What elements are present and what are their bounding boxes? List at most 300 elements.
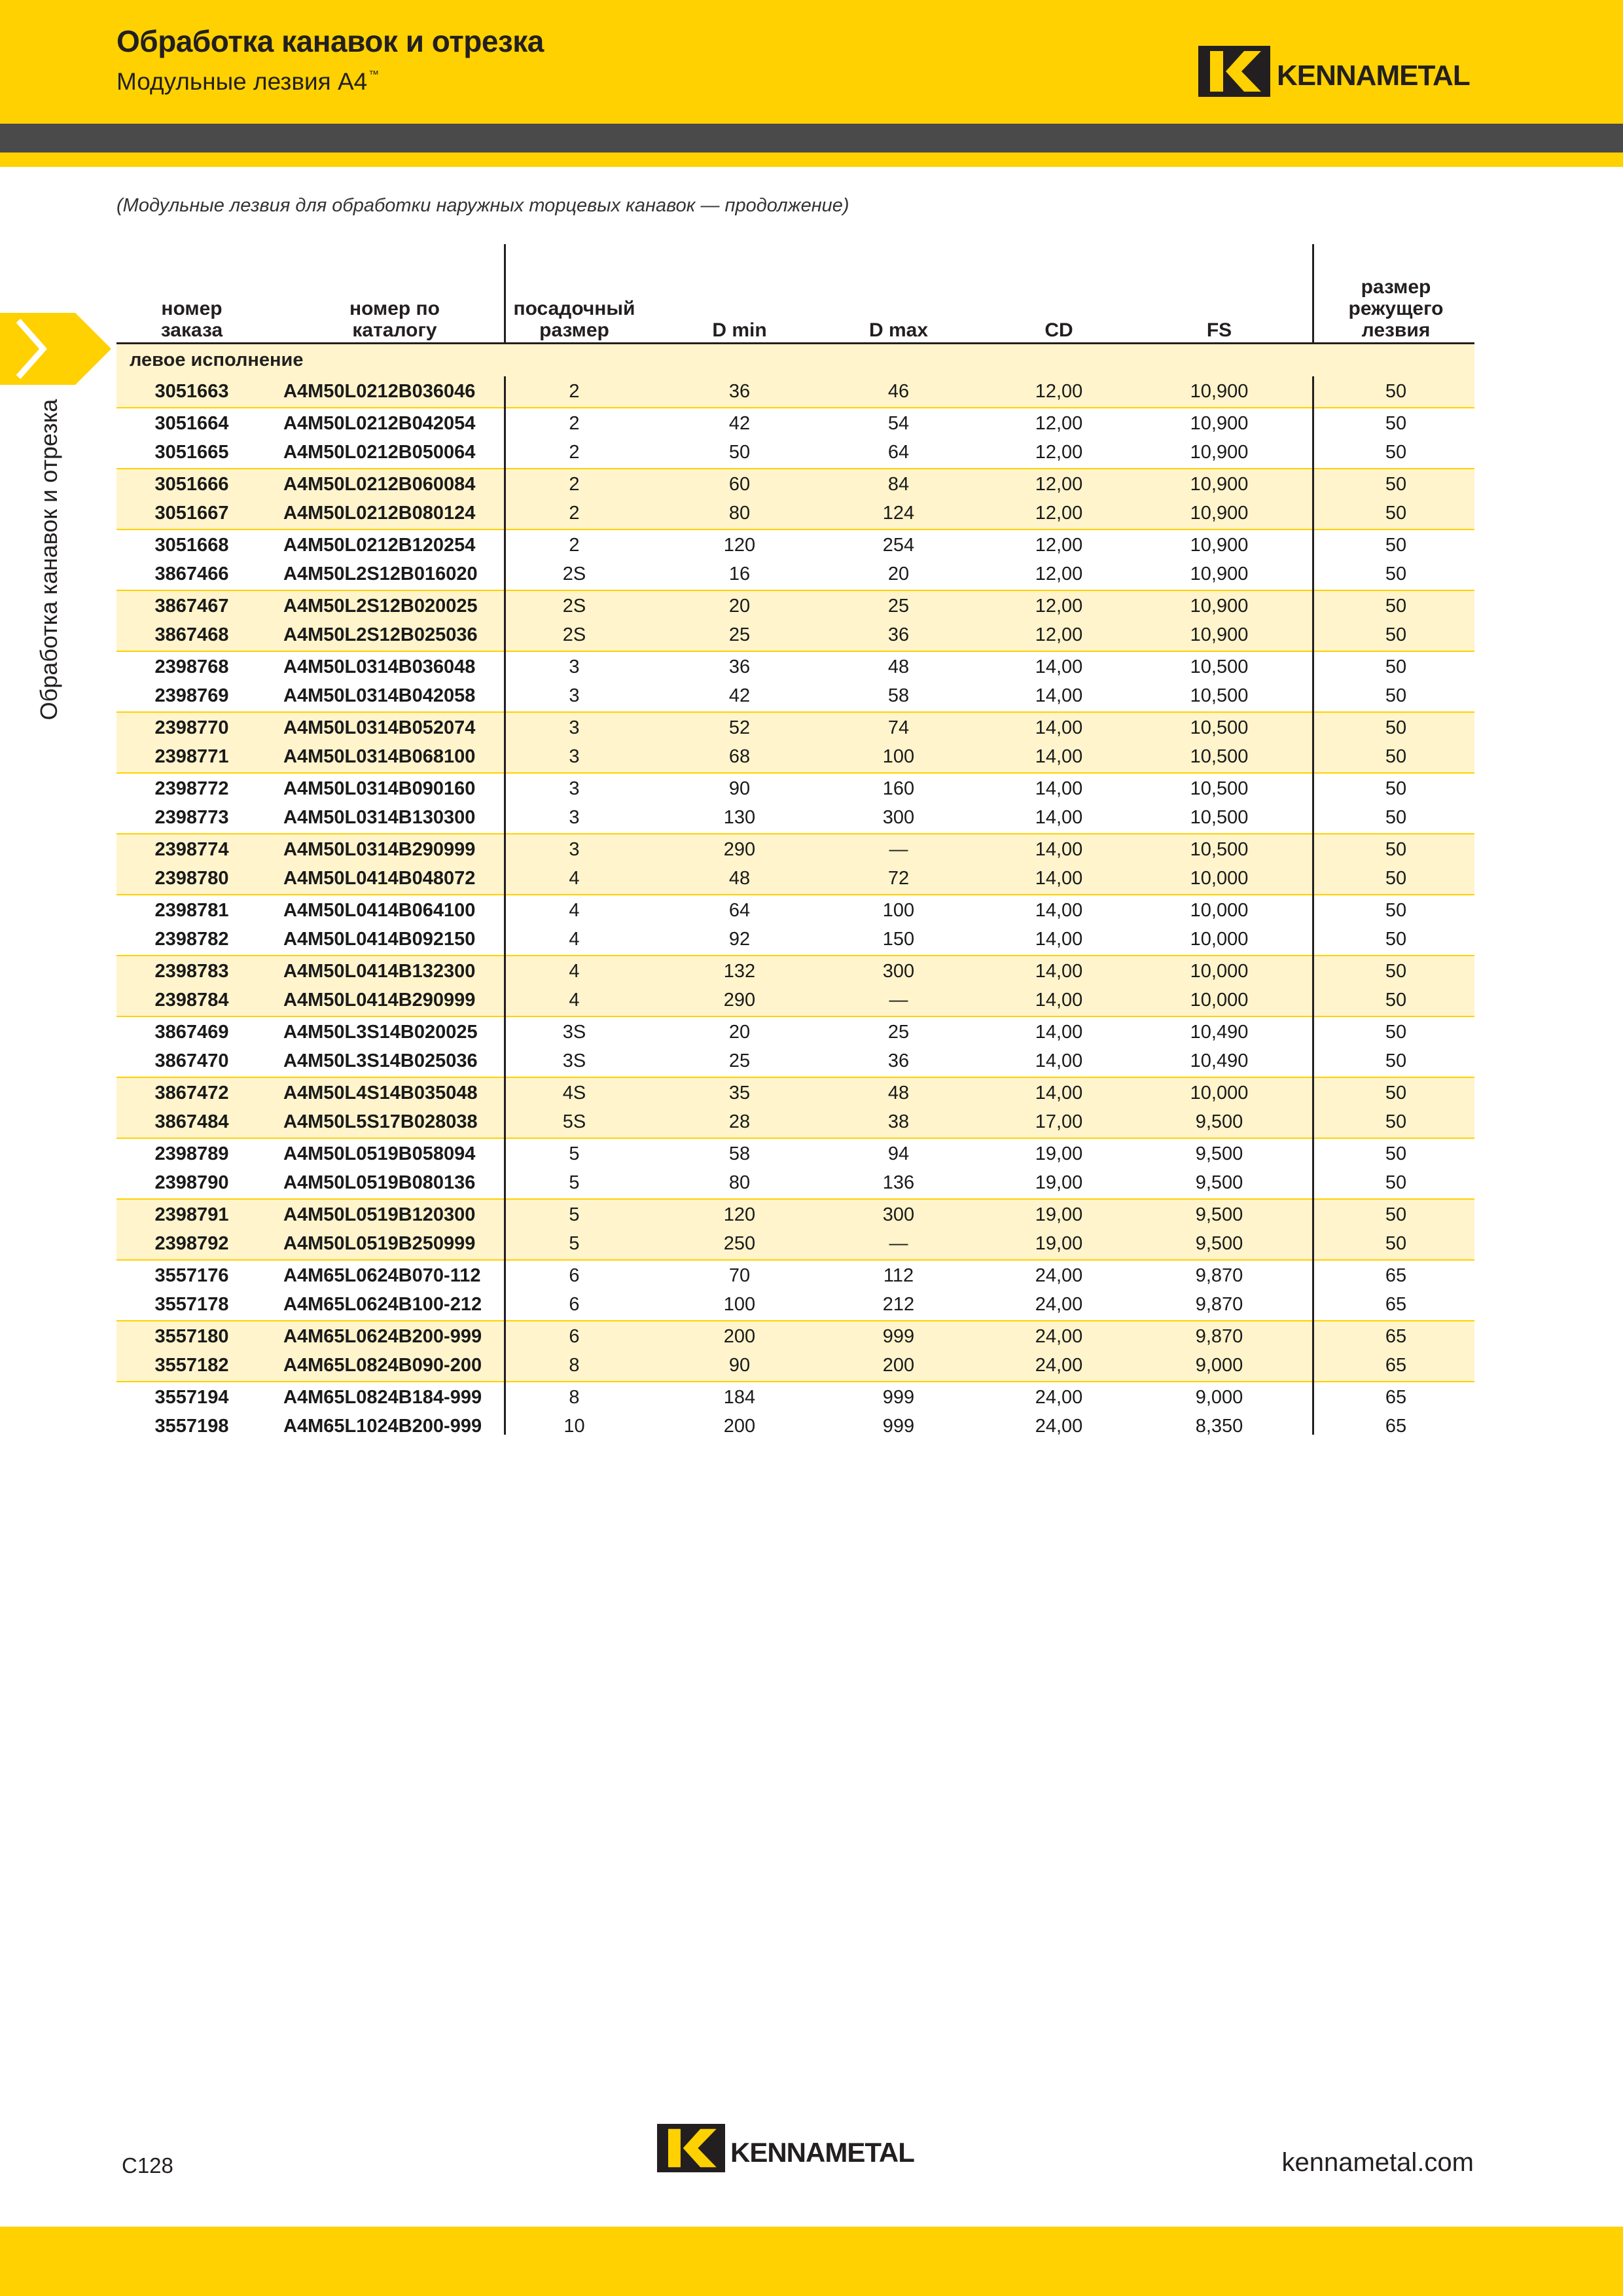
- cell-catalog-number: A4M50L2S12B020025: [283, 595, 478, 617]
- cell-d-max: 300: [882, 960, 915, 982]
- table-row: [116, 833, 1474, 864]
- cell-catalog-number: A4M50L0212B036046: [283, 381, 476, 402]
- body-divider-left: [504, 376, 506, 1435]
- side-section-label: Обработка канавок и отрезка: [35, 399, 62, 721]
- cell-d-max: 136: [882, 1172, 915, 1193]
- table-row: [116, 1411, 1474, 1442]
- cell-fs: 9,500: [1195, 1172, 1243, 1193]
- cell-seat-size: 5: [569, 1172, 580, 1193]
- cell-seat-size: 3: [569, 807, 580, 828]
- cell-order-number: 3051664: [154, 412, 229, 434]
- col-header-dmax: D max: [868, 319, 929, 341]
- cell-seat-size: 8: [569, 1386, 580, 1408]
- footer-logo-wordmark: KENNAMETAL: [730, 2137, 914, 2168]
- cell-seat-size: 4: [569, 868, 580, 889]
- cell-d-min: 132: [723, 960, 756, 982]
- col-header-blade-line3: лезвия: [1361, 319, 1431, 341]
- cell-fs: 10,000: [1190, 960, 1249, 982]
- cell-cd: 19,00: [1035, 1172, 1083, 1193]
- cell-seat-size: 3: [569, 778, 580, 799]
- cell-d-max: —: [889, 990, 908, 1011]
- col-header-fs: FS: [1206, 319, 1232, 341]
- cell-order-number: 3867472: [154, 1082, 229, 1103]
- cell-d-max: 74: [887, 717, 910, 738]
- cell-blade-size: 50: [1385, 838, 1407, 860]
- cell-cd: 14,00: [1035, 1050, 1083, 1071]
- cell-d-max: 84: [887, 473, 910, 495]
- cell-d-min: 36: [728, 656, 751, 677]
- page-number: C128: [122, 2153, 173, 2178]
- cell-d-min: 16: [728, 564, 751, 584]
- cell-blade-size: 50: [1385, 899, 1407, 921]
- cell-cd: 24,00: [1035, 1416, 1083, 1437]
- cell-blade-size: 50: [1385, 960, 1407, 982]
- cell-cd: 19,00: [1035, 1204, 1083, 1225]
- cell-blade-size: 65: [1385, 1325, 1407, 1347]
- table-row: [116, 1350, 1474, 1381]
- cell-d-max: 36: [887, 1050, 910, 1071]
- col-header-catalog: [283, 298, 506, 341]
- cell-order-number: 3867467: [154, 595, 229, 617]
- cell-catalog-number: A4M65L0624B100-212: [283, 1294, 482, 1315]
- cell-cd: 12,00: [1035, 564, 1083, 584]
- cell-d-max: 999: [882, 1325, 915, 1347]
- cell-seat-size: 6: [569, 1325, 580, 1347]
- cell-blade-size: 50: [1385, 1021, 1407, 1043]
- cell-seat-size: 2: [569, 442, 580, 463]
- cell-order-number: 3867466: [154, 564, 229, 584]
- cell-d-max: 64: [887, 442, 910, 463]
- cell-blade-size: 50: [1385, 868, 1407, 889]
- group-label-left-hand: левое исполнение: [116, 344, 1474, 376]
- cell-catalog-number: A4M50L4S14B035048: [283, 1082, 478, 1103]
- website-link[interactable]: kennametal.com: [1281, 2148, 1474, 2177]
- cell-d-max: 38: [887, 1111, 910, 1132]
- cell-d-max: 150: [882, 929, 915, 950]
- cell-d-max: 20: [887, 564, 910, 584]
- cell-d-min: 80: [728, 503, 751, 524]
- subtitle-text: Модульные лезвия A4: [116, 68, 368, 95]
- cell-fs: 10,900: [1190, 534, 1249, 556]
- cell-catalog-number: A4M50L0519B080136: [283, 1172, 476, 1193]
- cell-fs: 10,900: [1190, 381, 1249, 402]
- cell-blade-size: 50: [1385, 412, 1407, 434]
- cell-blade-size: 50: [1385, 656, 1407, 677]
- cell-catalog-number: A4M65L0824B184-999: [283, 1386, 482, 1408]
- cell-catalog-number: A4M65L0624B200-999: [283, 1325, 482, 1347]
- cell-blade-size: 50: [1385, 807, 1407, 828]
- cell-seat-size: 3: [569, 717, 580, 738]
- cell-d-min: 52: [728, 717, 751, 738]
- col-header-seat: [507, 298, 641, 341]
- cell-cd: 24,00: [1035, 1325, 1083, 1347]
- col-header-order-line1: номер: [161, 298, 223, 319]
- cell-blade-size: 65: [1385, 1265, 1407, 1286]
- cell-fs: 9,500: [1195, 1111, 1243, 1132]
- cell-d-max: 999: [882, 1416, 915, 1437]
- table-row: [116, 468, 1474, 499]
- cell-catalog-number: A4M65L0824B090-200: [283, 1355, 482, 1376]
- cell-d-min: 250: [723, 1233, 756, 1254]
- cell-d-min: 42: [728, 412, 751, 434]
- cell-order-number: 3051666: [154, 473, 229, 495]
- cell-blade-size: 50: [1385, 381, 1407, 402]
- cell-cd: 14,00: [1035, 656, 1083, 677]
- table-row: [116, 529, 1474, 560]
- logo-wordmark: KENNAMETAL: [1277, 60, 1470, 92]
- cell-fs: 10,500: [1190, 838, 1249, 860]
- cell-d-min: 36: [728, 381, 751, 402]
- cell-cd: 19,00: [1035, 1143, 1083, 1164]
- cell-d-max: 25: [887, 595, 910, 617]
- cell-fs: 9,870: [1195, 1294, 1243, 1315]
- cell-seat-size: 4: [569, 960, 580, 982]
- cell-seat-size: 8: [569, 1355, 580, 1376]
- cell-catalog-number: A4M50L0212B050064: [283, 442, 476, 463]
- cell-seat-size: 10: [563, 1416, 585, 1437]
- cell-order-number: 2398792: [154, 1233, 229, 1254]
- table-row: [116, 376, 1474, 407]
- cell-catalog-number: A4M50L0212B042054: [283, 412, 476, 434]
- table-row: [116, 651, 1474, 681]
- cell-d-max: 46: [887, 381, 910, 402]
- cell-d-min: 25: [728, 1050, 751, 1071]
- cell-d-min: 35: [728, 1082, 751, 1103]
- cell-d-max: 212: [882, 1294, 915, 1315]
- cell-cd: 14,00: [1035, 899, 1083, 921]
- cell-seat-size: 3: [569, 656, 580, 677]
- cell-catalog-number: A4M50L0519B120300: [283, 1204, 476, 1225]
- cell-blade-size: 50: [1385, 473, 1407, 495]
- cell-fs: 10,900: [1190, 624, 1249, 645]
- cell-d-min: 200: [723, 1416, 756, 1437]
- cell-d-max: 48: [887, 1082, 910, 1103]
- col-header-cd: CD: [1044, 319, 1073, 341]
- cell-order-number: 2398790: [154, 1172, 229, 1193]
- cell-seat-size: 2: [569, 381, 580, 402]
- cell-d-max: 100: [882, 746, 915, 767]
- body-divider-right: [1312, 376, 1314, 1435]
- header-divider-left: [504, 244, 506, 344]
- cell-fs: 10,000: [1190, 899, 1249, 921]
- cell-catalog-number: A4M50L3S14B025036: [283, 1050, 478, 1071]
- cell-d-min: 200: [723, 1325, 756, 1347]
- cell-seat-size: 5: [569, 1204, 580, 1225]
- col-header-order-line2: заказа: [160, 319, 223, 341]
- cell-seat-size: 6: [569, 1294, 580, 1315]
- cell-seat-size: 5: [569, 1233, 580, 1254]
- col-header-order: [116, 298, 267, 341]
- cell-seat-size: 4S: [562, 1082, 586, 1103]
- table-body: [116, 376, 1474, 1442]
- cell-fs: 10,500: [1190, 685, 1249, 706]
- cell-cd: 17,00: [1035, 1111, 1083, 1132]
- cell-d-min: 25: [728, 624, 751, 645]
- cell-cd: 12,00: [1035, 473, 1083, 495]
- cell-cd: 14,00: [1035, 717, 1083, 738]
- cell-seat-size: 3: [569, 838, 580, 860]
- cell-d-min: 90: [728, 1355, 751, 1376]
- cell-order-number: 3051667: [154, 503, 229, 524]
- table-row: [116, 985, 1474, 1016]
- col-header-catalog-line1: номер по: [349, 298, 440, 319]
- cell-d-min: 64: [728, 899, 751, 921]
- cell-d-min: 20: [728, 595, 751, 617]
- cell-catalog-number: A4M50L0212B080124: [283, 503, 476, 524]
- cell-order-number: 3867469: [154, 1021, 229, 1043]
- table-row: [116, 772, 1474, 803]
- cell-cd: 14,00: [1035, 990, 1083, 1011]
- cell-order-number: 3051668: [154, 534, 229, 556]
- table-row: [116, 802, 1474, 833]
- cell-order-number: 2398771: [154, 746, 229, 767]
- header-yellow-stripe: [0, 152, 1623, 167]
- table-row: [116, 1229, 1474, 1259]
- cell-cd: 14,00: [1035, 685, 1083, 706]
- section-tab-arrow-icon: [0, 313, 111, 385]
- cell-order-number: 2398780: [154, 868, 229, 889]
- cell-catalog-number: A4M50L0414B064100: [283, 899, 476, 921]
- cell-blade-size: 50: [1385, 624, 1407, 645]
- kennametal-logo-icon: [1198, 46, 1270, 97]
- cell-fs: 10,500: [1190, 778, 1249, 799]
- table-caption: (Модульные лезвия для обработки наружных торцевых канавок — продолжение): [116, 195, 849, 216]
- cell-d-max: 25: [887, 1021, 910, 1043]
- cell-cd: 14,00: [1035, 778, 1083, 799]
- cell-cd: 14,00: [1035, 1021, 1083, 1043]
- cell-blade-size: 50: [1385, 778, 1407, 799]
- cell-catalog-number: A4M50L0314B068100: [283, 746, 476, 767]
- cell-d-min: 290: [723, 838, 756, 860]
- cell-fs: 10,490: [1190, 1050, 1249, 1071]
- cell-catalog-number: A4M50L0519B250999: [283, 1233, 476, 1254]
- cell-cd: 12,00: [1035, 442, 1083, 463]
- cell-cd: 14,00: [1035, 807, 1083, 828]
- cell-order-number: 2398768: [154, 656, 229, 677]
- cell-blade-size: 50: [1385, 717, 1407, 738]
- cell-order-number: 2398781: [154, 899, 229, 921]
- kennametal-logo: [1198, 46, 1470, 97]
- cell-fs: 9,870: [1195, 1325, 1243, 1347]
- table-header: [116, 244, 1474, 344]
- cell-catalog-number: A4M50L0314B036048: [283, 656, 476, 677]
- cell-d-min: 290: [723, 990, 756, 1011]
- cell-fs: 8,350: [1195, 1416, 1243, 1437]
- cell-seat-size: 3: [569, 685, 580, 706]
- cell-blade-size: 65: [1385, 1294, 1407, 1315]
- cell-cd: 12,00: [1035, 503, 1083, 524]
- cell-seat-size: 4: [569, 899, 580, 921]
- cell-d-max: —: [889, 1233, 908, 1254]
- cell-cd: 12,00: [1035, 381, 1083, 402]
- cell-order-number: 2398789: [154, 1143, 229, 1164]
- cell-order-number: 2398784: [154, 990, 229, 1011]
- cell-catalog-number: A4M50L2S12B016020: [283, 564, 478, 584]
- cell-d-min: 184: [723, 1386, 756, 1408]
- cell-cd: 24,00: [1035, 1265, 1083, 1286]
- cell-d-min: 130: [723, 807, 756, 828]
- col-header-dmin: D min: [712, 319, 767, 341]
- cell-d-max: 48: [887, 656, 910, 677]
- cell-cd: 24,00: [1035, 1386, 1083, 1408]
- cell-cd: 14,00: [1035, 1082, 1083, 1103]
- cell-fs: 9,500: [1195, 1143, 1243, 1164]
- cell-blade-size: 65: [1385, 1386, 1407, 1408]
- page-title: Обработка канавок и отрезка: [116, 24, 544, 58]
- header-dark-stripe: [0, 124, 1623, 152]
- cell-d-max: 300: [882, 1204, 915, 1225]
- col-header-catalog-line2: каталогу: [352, 319, 437, 341]
- cell-fs: 10,900: [1190, 564, 1249, 584]
- cell-seat-size: 3S: [562, 1050, 586, 1071]
- cell-fs: 10,500: [1190, 717, 1249, 738]
- cell-seat-size: 2S: [562, 595, 586, 617]
- table-row: [116, 559, 1474, 590]
- cell-blade-size: 50: [1385, 1111, 1407, 1132]
- cell-blade-size: 50: [1385, 503, 1407, 524]
- cell-d-max: 36: [887, 624, 910, 645]
- cell-cd: 14,00: [1035, 960, 1083, 982]
- cell-catalog-number: A4M50L0314B130300: [283, 807, 476, 828]
- table-row: [116, 590, 1474, 620]
- cell-cd: 12,00: [1035, 624, 1083, 645]
- table-row: [116, 1046, 1474, 1077]
- cell-seat-size: 5: [569, 1143, 580, 1164]
- cell-d-max: 112: [883, 1265, 914, 1286]
- table-row: [116, 894, 1474, 925]
- cell-cd: 12,00: [1035, 534, 1083, 556]
- header-divider-right: [1312, 244, 1314, 344]
- cell-order-number: 3557178: [154, 1294, 229, 1315]
- cell-fs: 10,900: [1190, 595, 1249, 617]
- cell-seat-size: 3S: [562, 1021, 586, 1043]
- cell-order-number: 3557180: [154, 1325, 229, 1347]
- cell-order-number: 2398774: [154, 838, 229, 860]
- cell-blade-size: 50: [1385, 564, 1407, 584]
- cell-seat-size: 2: [569, 473, 580, 495]
- cell-d-max: 72: [887, 868, 910, 889]
- table-row: [116, 711, 1474, 742]
- table-row: [116, 1016, 1474, 1047]
- cell-catalog-number: A4M50L0519B058094: [283, 1143, 476, 1164]
- cell-fs: 9,000: [1195, 1386, 1243, 1408]
- cell-order-number: 3867484: [154, 1111, 229, 1132]
- cell-blade-size: 50: [1385, 990, 1407, 1011]
- cell-d-max: 54: [887, 412, 910, 434]
- cell-d-min: 90: [728, 778, 751, 799]
- cell-fs: 10,900: [1190, 442, 1249, 463]
- cell-d-min: 42: [728, 685, 751, 706]
- cell-blade-size: 50: [1385, 1233, 1407, 1254]
- cell-fs: 9,870: [1195, 1265, 1243, 1286]
- footer-band: [0, 2227, 1623, 2296]
- table-row: [116, 1381, 1474, 1412]
- cell-order-number: 2398791: [154, 1204, 229, 1225]
- cell-d-min: 48: [728, 868, 751, 889]
- cell-blade-size: 50: [1385, 1204, 1407, 1225]
- cell-order-number: 2398772: [154, 778, 229, 799]
- cell-catalog-number: A4M50L0314B090160: [283, 778, 476, 799]
- cell-d-max: 124: [882, 503, 915, 524]
- cell-cd: 14,00: [1035, 868, 1083, 889]
- cell-cd: 12,00: [1035, 595, 1083, 617]
- cell-d-min: 50: [728, 442, 751, 463]
- cell-d-min: 28: [728, 1111, 751, 1132]
- table-row: [116, 681, 1474, 711]
- cell-d-min: 58: [728, 1143, 751, 1164]
- cell-seat-size: 2: [569, 503, 580, 524]
- table-row: [116, 498, 1474, 529]
- cell-order-number: 3867468: [154, 624, 229, 645]
- col-header-blade-size: [1317, 276, 1474, 341]
- cell-blade-size: 50: [1385, 1050, 1407, 1071]
- cell-order-number: 3051665: [154, 442, 229, 463]
- table-row: [116, 924, 1474, 955]
- cell-catalog-number: A4M50L0314B052074: [283, 717, 476, 738]
- table-row: [116, 1077, 1474, 1107]
- table-row: [116, 1107, 1474, 1138]
- cell-d-min: 120: [723, 1204, 756, 1225]
- cell-seat-size: 5S: [562, 1111, 586, 1132]
- cell-cd: 19,00: [1035, 1233, 1083, 1254]
- cell-catalog-number: A4M50L0414B048072: [283, 868, 476, 889]
- cell-catalog-number: A4M50L0414B092150: [283, 929, 476, 950]
- cell-fs: 9,000: [1195, 1355, 1243, 1376]
- cell-order-number: 3557194: [154, 1386, 229, 1408]
- cell-blade-size: 50: [1385, 595, 1407, 617]
- cell-fs: 10,900: [1190, 503, 1249, 524]
- col-header-seat-line1: посадочный: [513, 298, 635, 319]
- cell-order-number: 2398783: [154, 960, 229, 982]
- table-row: [116, 407, 1474, 438]
- cell-catalog-number: A4M50L0314B042058: [283, 685, 476, 706]
- table-row: [116, 1289, 1474, 1320]
- cell-seat-size: 2: [569, 534, 580, 556]
- page-subtitle: [116, 68, 379, 96]
- cell-seat-size: 2S: [562, 624, 586, 645]
- cell-d-max: 94: [887, 1143, 910, 1164]
- cell-fs: 10,000: [1190, 929, 1249, 950]
- cell-catalog-number: A4M50L0414B132300: [283, 960, 476, 982]
- cell-blade-size: 65: [1385, 1355, 1407, 1376]
- cell-order-number: 3557182: [154, 1355, 229, 1376]
- cell-fs: 10,900: [1190, 412, 1249, 434]
- cell-order-number: 3557176: [154, 1265, 229, 1286]
- col-header-blade-line2: режущего: [1348, 298, 1444, 319]
- cell-fs: 9,500: [1195, 1233, 1243, 1254]
- cell-seat-size: 2S: [562, 564, 586, 584]
- col-header-blade-line1: размер: [1361, 276, 1431, 298]
- cell-order-number: 3867470: [154, 1050, 229, 1071]
- cell-fs: 10,500: [1190, 656, 1249, 677]
- cell-catalog-number: A4M50L3S14B020025: [283, 1021, 478, 1043]
- product-table: [116, 244, 1474, 1442]
- cell-fs: 10,490: [1190, 1021, 1249, 1043]
- cell-order-number: 3557198: [154, 1416, 229, 1437]
- cell-d-min: 100: [723, 1294, 756, 1315]
- cell-d-max: 100: [882, 899, 915, 921]
- table-row: [116, 742, 1474, 772]
- cell-fs: 10,500: [1190, 746, 1249, 767]
- table-row: [116, 1168, 1474, 1198]
- cell-catalog-number: A4M65L0624B070-112: [283, 1265, 481, 1286]
- cell-cd: 12,00: [1035, 412, 1083, 434]
- cell-d-min: 20: [728, 1021, 751, 1043]
- table-row: [116, 863, 1474, 894]
- cell-blade-size: 50: [1385, 929, 1407, 950]
- cell-order-number: 2398770: [154, 717, 229, 738]
- table-row: [116, 1138, 1474, 1168]
